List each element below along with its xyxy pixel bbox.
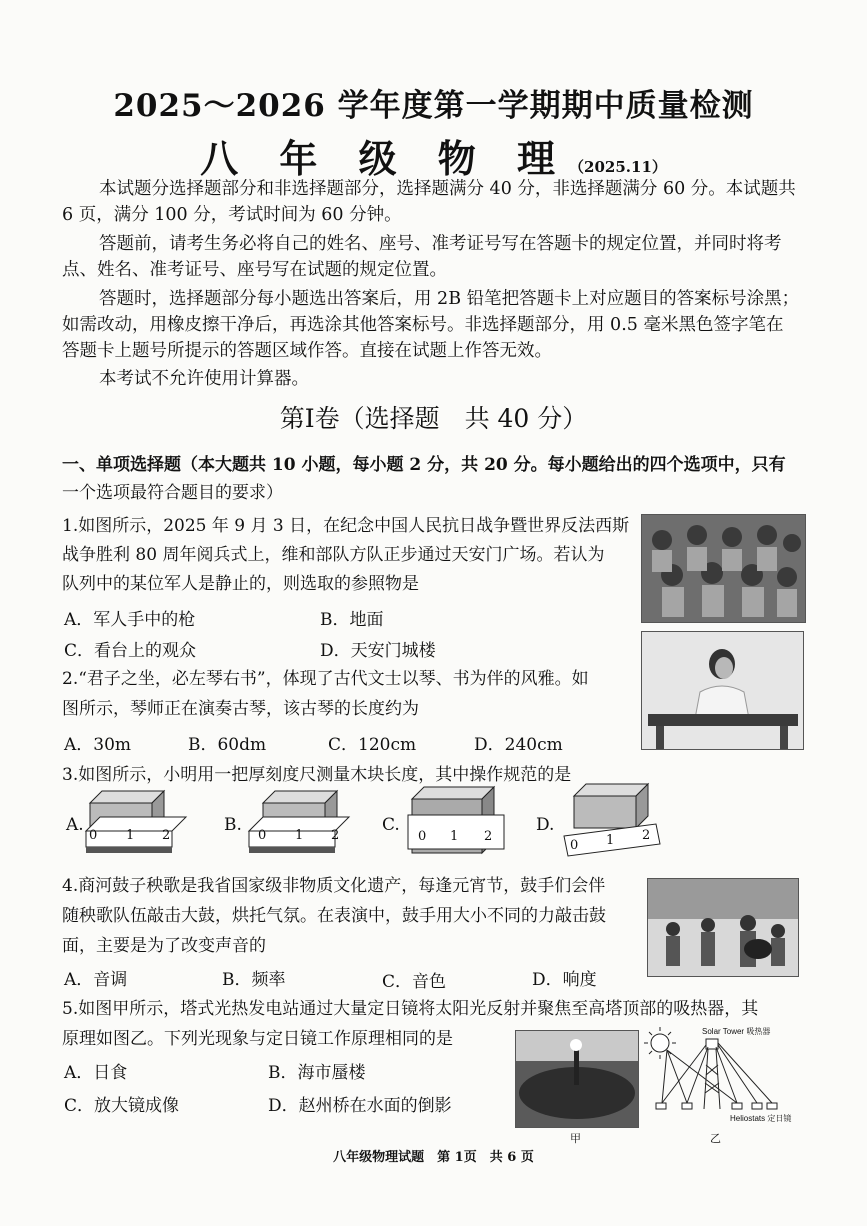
solar-tower-diagram xyxy=(642,1025,792,1130)
q5-option-d: D．赵州桥在水面的倒影 xyxy=(268,1096,452,1116)
ruler-c-tick-0: 0 xyxy=(418,829,427,844)
ruler-c-tick-2: 2 xyxy=(484,829,493,844)
intro-p3-l2: 如需改动，用橡皮擦干净后，再选涂其他答案标号。非选择题部分，用 0.5 毫米黑色签字笔在 xyxy=(62,315,784,335)
q3-option-b: B. xyxy=(224,815,242,835)
q1-option-b: B．地面 xyxy=(320,610,384,630)
q4-option-a: A．音调 xyxy=(64,970,128,990)
page-footer: 八年级物理试题 第 1页 共 6 页 xyxy=(333,1150,534,1165)
q3-option-d: D. xyxy=(536,815,555,835)
exam-title: 2025～2026 学年度第一学期期中质量检测 xyxy=(113,88,754,124)
q2-option-a: A．30m xyxy=(64,735,132,755)
q5-line1: 5.如图甲所示，塔式光热发电站通过大量定日镜将太阳光反射并聚焦至高塔顶部的吸热器，其 xyxy=(62,999,759,1019)
ruler-figure-b xyxy=(245,785,355,860)
intro-p3-l1: 答题时，选择题部分每小题选出答案后，用 2B 铅笔把答题卡上对应题目的答案标号涂黑； xyxy=(99,289,800,309)
q2-line1: 2.“君子之坐，必左琴右书”，体现了古代文士以琴、书为伴的风雅。如 xyxy=(62,669,589,689)
section-title: 第Ⅰ卷（选择题 共 40 分） xyxy=(279,404,588,433)
part1-heading-l2: 一个选项最符合题目的要求） xyxy=(62,483,283,503)
heliostat-label: Heliostats 定日镜 xyxy=(730,1114,792,1123)
intro-p1-l1: 本试题分选择题部分和非选择题部分，选择题满分 40 分，非选择题满分 60 分。本试题共 xyxy=(99,179,796,199)
ruler-figure-d xyxy=(560,780,670,862)
q5-line2: 原理如图乙。下列光现象与定日镜工作原理相同的是 xyxy=(62,1029,453,1049)
intro-p2-l2: 点、姓名、准考证号、座号写在试题的规定位置。 xyxy=(62,260,447,280)
q2-option-c: C．120cm xyxy=(328,735,417,755)
ruler-d-tick-2: 2 xyxy=(642,828,651,843)
q5-option-c: C．放大镜成像 xyxy=(64,1096,180,1116)
q3-line1: 3.如图所示，小明用一把厚刻度尺测量木块长度，其中操作规范的是 xyxy=(62,765,572,785)
q4-option-d: D．响度 xyxy=(532,970,597,990)
intro-p3-l3: 答题卡上题号所提示的答题区域作答。直接在试题上作答无效。 xyxy=(62,341,552,361)
ruler-b-tick-0: 0 xyxy=(258,828,267,843)
intro-p2-l1: 答题前，请考生务必将自己的姓名、座号、准考证号写在答题卡的规定位置，并同时将考 xyxy=(99,234,782,254)
ruler-a-tick-0: 0 xyxy=(89,828,98,843)
ruler-a-tick-2: 2 xyxy=(162,828,171,843)
q2-option-d: D．240cm xyxy=(474,735,563,755)
q4-line1: 4.商河鼓子秧歌是我省国家级非物质文化遗产，每逢元宵节，鼓手们会伴 xyxy=(62,876,606,896)
drum-yangge-photo xyxy=(647,878,799,977)
q1-line3: 队列中的某位军人是静止的，则选取的参照物是 xyxy=(62,574,419,594)
q1-option-c: C．看台上的观众 xyxy=(64,641,197,661)
guqin-photo xyxy=(641,631,804,750)
q4-option-c: C．音色 xyxy=(382,972,447,992)
figure-label-jia: 甲 xyxy=(570,1132,581,1145)
intro-p4: 本考试不允许使用计算器。 xyxy=(99,369,309,389)
solar-plant-photo xyxy=(515,1030,639,1128)
q4-line2: 随秧歌队伍敲击大鼓，烘托气氛。在表演中，鼓手用大小不同的力敲击鼓 xyxy=(62,906,606,926)
ruler-figure-a xyxy=(82,785,192,860)
q2-option-b: B．60dm xyxy=(188,735,267,755)
q1-option-d: D．天安门城楼 xyxy=(320,641,436,661)
parade-photo xyxy=(641,514,806,623)
q5-option-a: A．日食 xyxy=(64,1063,128,1083)
ruler-c-tick-1: 1 xyxy=(450,829,459,844)
exam-subject xyxy=(0,128,867,183)
q5-option-b: B．海市蜃楼 xyxy=(268,1063,366,1083)
q1-line1: 1.如图所示，2025 年 9 月 3 日，在纪念中国人民抗日战争暨世界反法西斯 xyxy=(62,516,630,536)
q3-option-a: A. xyxy=(66,815,84,835)
ruler-b-tick-2: 2 xyxy=(331,828,340,843)
subject-text: 八 年 级 物 理 xyxy=(200,136,570,181)
q4-option-b: B．频率 xyxy=(222,970,286,990)
q1-option-a: A．军人手中的枪 xyxy=(64,610,196,630)
part1-heading: 一、单项选择题（本大题共 10 小题，每小题 2 分，共 20 分。每小题给出的四个选项中，只有 xyxy=(62,455,786,475)
intro-p1-l2: 6 页，满分 100 分，考试时间为 60 分钟。 xyxy=(62,205,402,225)
figure-label-yi: 乙 xyxy=(710,1132,721,1145)
q1-line2: 战争胜利 80 周年阅兵式上，维和部队方队正步通过天安门广场。若认为 xyxy=(62,545,605,565)
ruler-b-tick-1: 1 xyxy=(295,828,304,843)
q3-option-c: C. xyxy=(382,815,400,835)
ruler-d-tick-0: 0 xyxy=(570,838,579,853)
tower-label: Solar Tower 吸热器 xyxy=(702,1027,771,1036)
ruler-figure-c xyxy=(404,785,514,860)
ruler-a-tick-1: 1 xyxy=(126,828,135,843)
q2-line2: 图所示，琴师正在演奏古琴，该古琴的长度约为 xyxy=(62,699,419,719)
exam-date: （2025.11） xyxy=(569,158,667,176)
q4-line3: 面，主要是为了改变声音的 xyxy=(62,936,266,956)
ruler-d-tick-1: 1 xyxy=(606,833,615,848)
